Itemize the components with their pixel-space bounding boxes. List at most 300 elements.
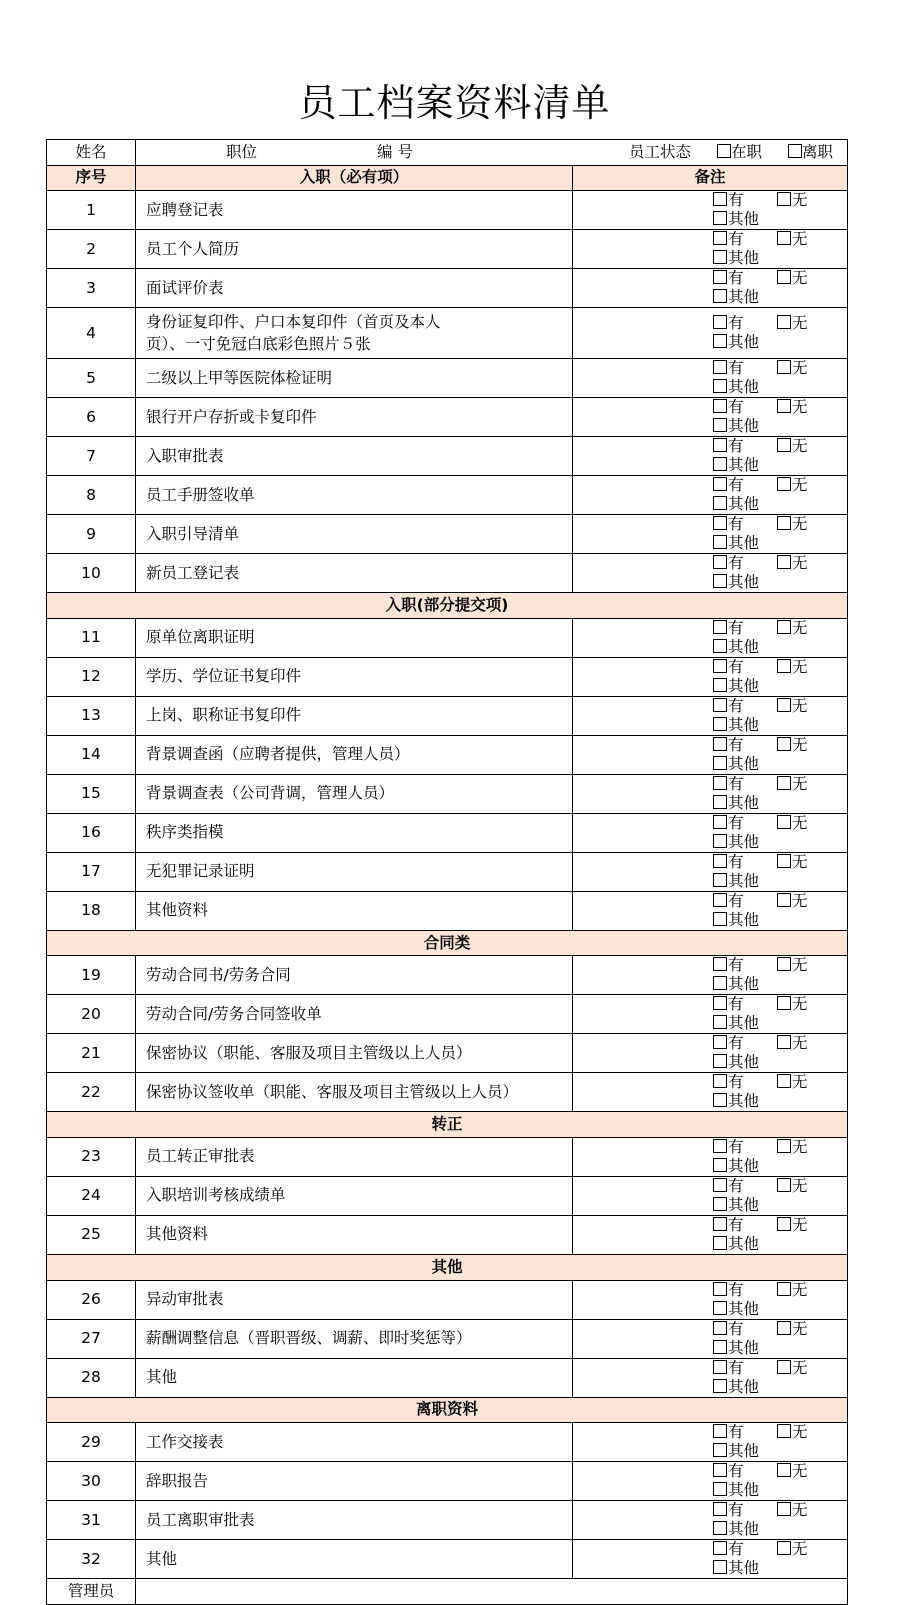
option-other[interactable] [713,573,777,592]
option-no[interactable] [777,437,841,456]
option-other-label: 其他 [728,1559,760,1578]
empty-checkbox-icon[interactable] [777,477,791,491]
option-no-label: 无 [792,618,808,637]
option-yes-label: 有 [728,437,744,456]
option-other[interactable] [713,794,777,813]
item-options [573,618,848,657]
option-no[interactable] [777,1034,841,1053]
item-number: 24 [47,1176,136,1215]
option-other[interactable] [713,1092,777,1111]
option-no[interactable] [777,619,841,638]
option-other-label: 其他 [728,288,760,307]
option-no-label: 无 [792,735,808,754]
item-name: 入职审批表 [136,437,573,476]
option-other[interactable] [713,1442,777,1461]
option-yes[interactable] [713,775,777,794]
item-number: 30 [47,1462,136,1501]
empty-checkbox-icon[interactable] [713,957,727,971]
status-label: 员工状态 [628,142,691,161]
empty-checkbox-icon[interactable] [713,1379,727,1393]
empty-checkbox-icon[interactable] [713,1236,727,1250]
option-yes[interactable] [713,853,777,872]
item-name: 员工手册签收单 [136,476,573,515]
empty-checkbox-icon[interactable] [713,1340,727,1354]
table-row [47,269,848,308]
option-no[interactable] [777,1320,841,1339]
empty-checkbox-icon[interactable] [713,1463,727,1477]
option-yes-label: 有 [728,852,744,871]
empty-checkbox-icon[interactable] [713,756,727,770]
item-options [573,1215,848,1254]
option-yes[interactable] [713,1540,777,1559]
table-row [47,618,848,657]
item-options [573,774,848,813]
empty-checkbox-icon[interactable] [777,399,791,413]
option-yes[interactable] [713,892,777,911]
option-other-label: 其他 [728,793,760,812]
option-yes[interactable] [713,814,777,833]
item-options [573,515,848,554]
empty-checkbox-icon[interactable] [713,620,727,634]
empty-checkbox-icon[interactable] [777,1139,791,1153]
item-number: 6 [47,398,136,437]
empty-checkbox-icon[interactable] [713,854,727,868]
empty-checkbox-icon[interactable] [777,1178,791,1192]
option-yes-label: 有 [728,314,744,333]
item-name: 劳动合同书/劳务合同 [136,956,573,995]
option-other-label: 其他 [728,573,760,592]
empty-checkbox-icon[interactable] [713,334,727,348]
option-no[interactable] [777,1423,841,1442]
empty-checkbox-icon[interactable] [713,438,727,452]
empty-checkbox-icon[interactable] [713,698,727,712]
empty-checkbox-icon[interactable] [777,516,791,530]
empty-checkbox-icon[interactable] [777,270,791,284]
empty-checkbox-icon[interactable] [713,1424,727,1438]
option-no-label: 无 [792,476,808,495]
option-other[interactable] [713,417,777,436]
option-other[interactable] [713,911,777,930]
option-no[interactable] [777,554,841,573]
option-other[interactable] [713,1196,777,1215]
option-other[interactable] [713,1378,777,1397]
empty-checkbox-icon[interactable] [777,854,791,868]
option-no[interactable] [777,359,841,378]
empty-checkbox-icon[interactable] [777,1074,791,1088]
empty-checkbox-icon[interactable] [713,1282,727,1296]
empty-checkbox-icon[interactable] [713,1560,727,1574]
option-other[interactable] [713,249,777,268]
option-no[interactable] [777,1138,841,1157]
option-other[interactable] [713,755,777,774]
option-yes[interactable] [713,314,777,333]
empty-checkbox-icon[interactable] [777,1541,791,1555]
table-row [47,1462,848,1501]
option-other[interactable] [713,1520,777,1539]
empty-checkbox-icon[interactable] [713,496,727,510]
item-number: 32 [47,1540,136,1579]
option-other-label: 其他 [728,1338,760,1357]
option-no[interactable] [777,191,841,210]
option-other[interactable] [713,288,777,307]
option-no[interactable] [777,515,841,534]
empty-checkbox-icon[interactable] [777,315,791,329]
empty-checkbox-icon[interactable] [713,1074,727,1088]
table-row [47,852,848,891]
item-options [573,956,848,995]
option-no-label: 无 [792,1137,808,1156]
empty-checkbox-icon[interactable] [713,399,727,413]
empty-checkbox-icon[interactable] [713,379,727,393]
option-yes[interactable] [713,230,777,249]
info-header-row [47,140,848,166]
option-no-label: 无 [792,1540,808,1559]
table-row [47,398,848,437]
item-name: 无犯罪记录证明 [136,852,573,891]
empty-checkbox-icon[interactable] [788,144,802,158]
item-options [573,696,848,735]
option-yes[interactable] [713,1073,777,1092]
table-row [47,1501,848,1540]
item-options [573,735,848,774]
empty-checkbox-icon[interactable] [713,1521,727,1535]
seq-column-header: 序号 [47,165,136,191]
option-other[interactable] [713,1300,777,1319]
item-number: 14 [47,735,136,774]
option-yes[interactable] [713,1216,777,1235]
empty-checkbox-icon[interactable] [713,211,727,225]
option-yes[interactable] [713,1177,777,1196]
item-name: 其他资料 [136,1215,573,1254]
empty-checkbox-icon[interactable] [713,315,727,329]
option-yes-label: 有 [728,1280,744,1299]
option-yes-label: 有 [728,1176,744,1195]
option-no[interactable] [777,1281,841,1300]
option-yes[interactable] [713,476,777,495]
option-no[interactable] [777,1216,841,1235]
option-no[interactable] [777,853,841,872]
option-yes[interactable] [713,1138,777,1157]
option-yes[interactable] [713,1462,777,1481]
empty-checkbox-icon[interactable] [713,659,727,673]
empty-checkbox-icon[interactable] [713,1093,727,1107]
option-no[interactable] [777,1462,841,1481]
section-title: 离职资料 [47,1397,848,1423]
empty-checkbox-icon[interactable] [713,795,727,809]
option-no[interactable] [777,775,841,794]
empty-checkbox-icon[interactable] [713,457,727,471]
empty-checkbox-icon[interactable] [777,957,791,971]
table-row [47,657,848,696]
empty-checkbox-icon[interactable] [713,893,727,907]
empty-checkbox-icon[interactable] [713,418,727,432]
item-number: 31 [47,1501,136,1540]
empty-checkbox-icon[interactable] [713,289,727,303]
empty-checkbox-icon[interactable] [713,737,727,751]
option-other[interactable] [713,1559,777,1578]
empty-checkbox-icon[interactable] [777,659,791,673]
item-number: 4 [47,308,136,359]
option-other-label: 其他 [728,378,760,397]
option-yes[interactable] [713,191,777,210]
section-row [47,165,848,191]
option-no[interactable] [777,995,841,1014]
empty-checkbox-icon[interactable] [713,834,727,848]
option-yes[interactable] [713,359,777,378]
item-options [573,1358,848,1397]
item-name: 原单位离职证明 [136,618,573,657]
manager-label: 管理员 [47,1579,136,1605]
option-no[interactable] [777,956,841,975]
empty-checkbox-icon[interactable] [713,1015,727,1029]
option-yes[interactable] [713,995,777,1014]
empty-checkbox-icon[interactable] [777,996,791,1010]
option-yes-label: 有 [728,1073,744,1092]
item-options [573,359,848,398]
item-name: 入职引导清单 [136,515,573,554]
option-yes[interactable] [713,1320,777,1339]
option-other-label: 其他 [728,637,760,656]
empty-checkbox-icon[interactable] [717,144,731,158]
option-no[interactable] [777,1073,841,1092]
item-options [573,476,848,515]
item-options [573,1073,848,1112]
option-no-label: 无 [792,437,808,456]
option-other[interactable] [713,456,777,475]
option-no[interactable] [777,1540,841,1559]
option-no-label: 无 [792,1319,808,1338]
empty-checkbox-icon[interactable] [713,1139,727,1153]
option-no[interactable] [777,314,841,333]
empty-checkbox-icon[interactable] [713,678,727,692]
empty-checkbox-icon[interactable] [713,516,727,530]
option-no-label: 无 [792,1501,808,1520]
option-no-label: 无 [792,1176,808,1195]
empty-checkbox-icon[interactable] [713,1301,727,1315]
empty-checkbox-icon[interactable] [713,1035,727,1049]
table-row [47,359,848,398]
option-no-label: 无 [792,956,808,975]
option-yes[interactable] [713,515,777,534]
empty-checkbox-icon[interactable] [713,1443,727,1457]
option-yes[interactable] [713,619,777,638]
empty-checkbox-icon[interactable] [713,250,727,264]
item-number: 19 [47,956,136,995]
empty-checkbox-icon[interactable] [713,1178,727,1192]
option-no-label: 无 [792,191,808,210]
empty-checkbox-icon[interactable] [713,574,727,588]
option-yes-label: 有 [728,1462,744,1481]
option-no[interactable] [777,658,841,677]
item-number: 12 [47,657,136,696]
empty-checkbox-icon[interactable] [713,535,727,549]
empty-checkbox-icon[interactable] [713,231,727,245]
option-other[interactable] [713,1235,777,1254]
empty-checkbox-icon[interactable] [777,893,791,907]
empty-checkbox-icon[interactable] [713,1054,727,1068]
option-other-label: 其他 [728,249,760,268]
table-row [47,308,848,359]
option-yes[interactable] [713,956,777,975]
empty-checkbox-icon[interactable] [777,1463,791,1477]
item-name: 银行开户存折或卡复印件 [136,398,573,437]
option-no[interactable] [777,1501,841,1520]
option-other[interactable] [713,210,777,229]
empty-checkbox-icon[interactable] [777,192,791,206]
empty-checkbox-icon[interactable] [713,192,727,206]
empty-checkbox-icon[interactable] [777,1321,791,1335]
status-on-job-option[interactable]: 在职 [717,143,762,162]
empty-checkbox-icon[interactable] [777,1424,791,1438]
empty-checkbox-icon[interactable] [713,912,727,926]
status-left-option[interactable]: 离职 [788,143,833,162]
option-other[interactable] [713,534,777,553]
item-name: 其他 [136,1540,573,1579]
option-no[interactable] [777,1359,841,1378]
empty-checkbox-icon[interactable] [713,815,727,829]
option-other[interactable] [713,1053,777,1072]
option-no[interactable] [777,1177,841,1196]
option-no[interactable] [777,892,841,911]
option-yes[interactable] [713,697,777,716]
item-options [573,1137,848,1176]
option-no[interactable] [777,814,841,833]
empty-checkbox-icon[interactable] [713,1482,727,1496]
option-other[interactable] [713,975,777,994]
option-no[interactable] [777,476,841,495]
empty-checkbox-icon[interactable] [713,477,727,491]
table-row [47,1176,848,1215]
option-other-label: 其他 [728,1481,760,1500]
empty-checkbox-icon[interactable] [777,1502,791,1516]
option-other-label: 其他 [728,1053,760,1072]
empty-checkbox-icon[interactable] [713,1541,727,1555]
item-number: 23 [47,1137,136,1176]
empty-checkbox-icon[interactable] [777,620,791,634]
option-other[interactable] [713,1014,777,1033]
empty-checkbox-icon[interactable] [713,555,727,569]
empty-checkbox-icon[interactable] [713,639,727,653]
empty-checkbox-icon[interactable] [713,776,727,790]
option-no[interactable] [777,398,841,417]
option-other-label: 其他 [728,676,760,695]
empty-checkbox-icon[interactable] [777,1282,791,1296]
option-no-label: 无 [792,1423,808,1442]
empty-checkbox-icon[interactable] [713,717,727,731]
option-no-label: 无 [792,813,808,832]
empty-checkbox-icon[interactable] [777,1360,791,1374]
option-yes[interactable] [713,1034,777,1053]
manager-signature-field[interactable] [136,1579,848,1605]
option-other[interactable] [713,495,777,514]
empty-checkbox-icon[interactable] [713,1197,727,1211]
option-yes-label: 有 [728,1137,744,1156]
item-options [573,398,848,437]
item-options [573,308,848,359]
empty-checkbox-icon[interactable] [713,873,727,887]
option-yes[interactable] [713,1281,777,1300]
item-options [573,437,848,476]
empty-checkbox-icon[interactable] [713,360,727,374]
option-other-label: 其他 [728,1520,760,1539]
option-other[interactable] [713,1481,777,1500]
option-other[interactable] [713,716,777,735]
option-yes[interactable] [713,554,777,573]
option-yes[interactable] [713,1359,777,1378]
table-row [47,1034,848,1073]
empty-checkbox-icon[interactable] [777,438,791,452]
option-other[interactable] [713,677,777,696]
option-yes[interactable] [713,736,777,755]
item-number: 18 [47,891,136,930]
option-yes-label: 有 [728,359,744,378]
empty-checkbox-icon[interactable] [713,1502,727,1516]
section-title: 转正 [47,1112,848,1138]
empty-checkbox-icon[interactable] [777,360,791,374]
empty-checkbox-icon[interactable] [713,270,727,284]
option-yes[interactable] [713,398,777,417]
empty-checkbox-icon[interactable] [777,737,791,751]
option-other[interactable] [713,638,777,657]
item-name: 学历、学位证书复印件 [136,657,573,696]
option-yes[interactable] [713,269,777,288]
empty-checkbox-icon[interactable] [777,815,791,829]
table-row [47,515,848,554]
empty-checkbox-icon[interactable] [777,1217,791,1231]
option-other-label: 其他 [728,1156,760,1175]
option-yes[interactable] [713,1501,777,1520]
item-name: 保密协议签收单（职能、客服及项目主管级以上人员） [136,1073,573,1112]
empty-checkbox-icon[interactable] [713,976,727,990]
empty-checkbox-icon[interactable] [713,1158,727,1172]
item-name: 背景调查表（公司背调，管理人员） [136,774,573,813]
item-number: 26 [47,1280,136,1319]
option-yes[interactable] [713,658,777,677]
option-no-label: 无 [792,269,808,288]
empty-checkbox-icon[interactable] [713,1217,727,1231]
option-other[interactable] [713,333,777,352]
item-name: 劳动合同/劳务合同签收单 [136,995,573,1034]
empty-checkbox-icon[interactable] [777,555,791,569]
option-yes-label: 有 [728,956,744,975]
option-yes[interactable] [713,437,777,456]
option-other[interactable] [713,872,777,891]
option-other[interactable] [713,833,777,852]
option-other[interactable] [713,378,777,397]
empty-checkbox-icon[interactable] [777,231,791,245]
empty-checkbox-icon[interactable] [777,1035,791,1049]
option-yes[interactable] [713,1423,777,1442]
empty-checkbox-icon[interactable] [713,1360,727,1374]
option-no[interactable] [777,697,841,716]
table-row [47,774,848,813]
option-yes-label: 有 [728,398,744,417]
item-number: 17 [47,852,136,891]
item-number: 13 [47,696,136,735]
option-no[interactable] [777,230,841,249]
option-no[interactable] [777,736,841,755]
option-no[interactable] [777,269,841,288]
empty-checkbox-icon[interactable] [713,1321,727,1335]
empty-checkbox-icon[interactable] [713,996,727,1010]
empty-checkbox-icon[interactable] [777,776,791,790]
item-options [573,1462,848,1501]
empty-checkbox-icon[interactable] [777,698,791,712]
option-other[interactable] [713,1339,777,1358]
option-yes-label: 有 [728,191,744,210]
option-other[interactable] [713,1157,777,1176]
item-name: 秩序类指模 [136,813,573,852]
